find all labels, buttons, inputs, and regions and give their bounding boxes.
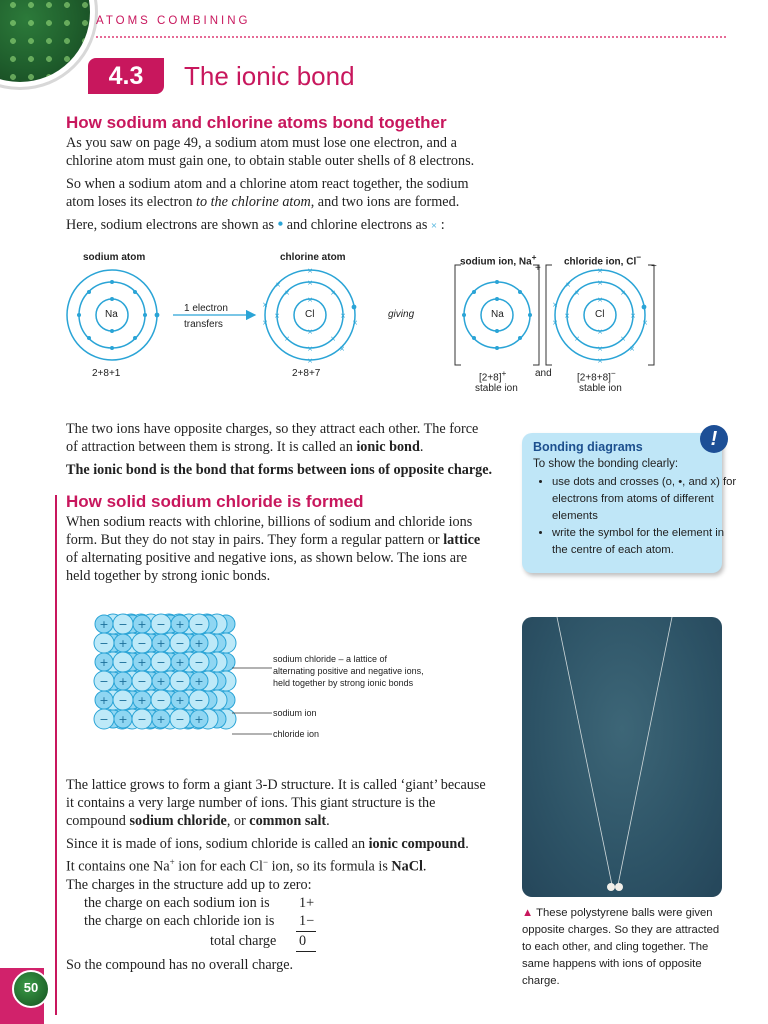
lattice-annotation: sodium chloride – a lattice of alternating positive and negative ions, held together by strong ionic bonds xyxy=(273,654,424,688)
paragraph-line: held together by strong ionic bonds. xyxy=(66,568,271,584)
svg-text:×: × xyxy=(597,357,603,365)
charge-row-label: the charge on each chloride ion is xyxy=(84,913,275,929)
heading-solid-sodium-chloride: How solid sodium chloride is formed xyxy=(66,492,364,511)
paragraph-line: So the compound has no overall charge. xyxy=(66,957,294,973)
paragraph-line: When sodium reacts with chlorine, billions of sodium and chloride ions xyxy=(66,514,473,530)
minus-sign: − xyxy=(156,656,166,669)
plus-sign: + xyxy=(175,694,185,707)
svg-text:×: × xyxy=(262,301,268,309)
svg-text:×: × xyxy=(564,312,570,320)
plus-sign: + xyxy=(194,675,204,688)
plus-sign: + xyxy=(156,675,166,688)
svg-text:×: × xyxy=(339,345,345,353)
sodium-ion-callout: sodium ion xyxy=(273,708,317,718)
paragraph-line: So when a sodium atom and a chlorine atom react together, the sodium xyxy=(66,176,469,192)
minus-sign: − xyxy=(156,694,166,707)
stable-ion-label: stable ion xyxy=(475,383,518,394)
svg-text:×: × xyxy=(620,335,626,343)
svg-text:×: × xyxy=(597,279,603,287)
plus-sign: + xyxy=(194,713,204,726)
chapter-decor-image xyxy=(0,0,90,82)
svg-text:×: × xyxy=(307,328,313,336)
chlorine-electron-cross-icon: × xyxy=(430,220,438,232)
header-dotted-rule xyxy=(96,36,726,38)
svg-text:×: × xyxy=(552,301,558,309)
svg-text:×: × xyxy=(629,345,635,353)
plus-sign: + xyxy=(137,618,147,631)
plus-sign: + xyxy=(175,656,185,669)
minus-sign: − xyxy=(156,618,166,631)
chloride-ion-callout: chloride ion xyxy=(273,729,320,739)
svg-text:×: × xyxy=(307,345,313,353)
paragraph-line: compound sodium chloride, or common salt. xyxy=(66,813,330,829)
svg-text:×: × xyxy=(340,312,346,320)
plus-sign: + xyxy=(118,637,128,650)
chlorine-configuration: 2+8+7 xyxy=(292,368,321,379)
svg-text:×: × xyxy=(330,335,336,343)
minus-sign: − xyxy=(137,637,147,650)
exclamation-icon: ! xyxy=(700,425,728,453)
svg-text:×: × xyxy=(574,335,580,343)
svg-text:×: × xyxy=(620,289,626,297)
minus-sign: − xyxy=(99,637,109,650)
transfer-label: 1 electron xyxy=(184,303,228,314)
chloride-ion-configuration: [2+8+8]− xyxy=(577,368,616,384)
polystyrene-balls-photo xyxy=(522,617,722,897)
paragraph-line: As you saw on page 49, a sodium atom must lose one electron, and a xyxy=(66,135,457,151)
svg-text:×: × xyxy=(284,335,290,343)
paragraph-line: The lattice grows to form a giant 3-D structure. It is called ‘giant’ because xyxy=(66,777,486,793)
paragraph-line: It contains one Na+ ion for each Cl− ion, so its formula is NaCl. xyxy=(66,857,427,875)
plus-sign: + xyxy=(137,694,147,707)
svg-text:×: × xyxy=(597,267,603,275)
minus-sign: − xyxy=(194,656,204,669)
charge-row-value: 1+ xyxy=(299,895,315,911)
svg-text:×: × xyxy=(262,319,268,327)
cl-symbol: Cl xyxy=(305,309,315,320)
section-label: ATOMS COMBINING xyxy=(96,15,251,27)
minus-sign: − xyxy=(118,694,128,707)
plus-sign: + xyxy=(137,656,147,669)
paragraph-line: atom loses its electron to the chlorine atom, and two ions are formed. xyxy=(66,194,460,210)
heading-sodium-chlorine: How sodium and chlorine atoms bond together xyxy=(66,113,447,132)
sodium-ion-configuration: [2+8]+ xyxy=(479,368,507,384)
ionic-bond-definition: The ionic bond is the bond that forms between ions of opposite charge. xyxy=(66,462,493,478)
na-ion-symbol: Na xyxy=(491,309,504,320)
giving-label: giving xyxy=(388,309,415,320)
note-intro: To show the bonding clearly: xyxy=(533,458,679,470)
sodium-ion-label: sodium ion, Na+ xyxy=(460,252,537,268)
plus-sign: + xyxy=(118,713,128,726)
plus-sign: + xyxy=(99,618,109,631)
svg-text:×: × xyxy=(642,319,648,327)
bracket-charge-plus: + xyxy=(535,263,541,274)
minus-sign: − xyxy=(118,618,128,631)
minus-sign: − xyxy=(118,656,128,669)
minus-sign: − xyxy=(175,675,185,688)
paragraph-line: of alternating positive and negative ions, as shown below. The ions are xyxy=(66,550,468,566)
charge-row-label: total charge xyxy=(210,933,277,949)
svg-text:×: × xyxy=(274,312,280,320)
minus-sign: − xyxy=(99,675,109,688)
list-item: • write the symbol for the element in the centre of each atom. xyxy=(552,525,742,559)
margin-rule xyxy=(55,495,57,1015)
sum-rule xyxy=(296,951,316,952)
svg-text:×: × xyxy=(284,289,290,297)
plus-sign: + xyxy=(99,694,109,707)
svg-text:×: × xyxy=(597,328,603,336)
cl-ion-symbol: Cl xyxy=(595,309,605,320)
plus-sign: + xyxy=(175,618,185,631)
chloride-ion-label: chloride ion, Cl− xyxy=(564,252,642,268)
and-label: and xyxy=(535,368,552,379)
bracket-charge-minus: − xyxy=(651,261,657,272)
minus-sign: − xyxy=(137,713,147,726)
page-title: The ionic bond xyxy=(184,61,355,91)
svg-text:×: × xyxy=(330,289,336,297)
lattice-leader-lines xyxy=(232,648,276,748)
sodium-atom-label: sodium atom xyxy=(83,252,146,263)
svg-text:×: × xyxy=(552,319,558,327)
chlorine-atom-label: chlorine atom xyxy=(280,252,346,263)
note-list xyxy=(530,474,742,559)
plus-sign: + xyxy=(156,713,166,726)
minus-sign: − xyxy=(99,713,109,726)
svg-text:×: × xyxy=(275,281,281,289)
minus-sign: − xyxy=(175,637,185,650)
svg-text:×: × xyxy=(565,281,571,289)
svg-text:×: × xyxy=(307,267,313,275)
sodium-configuration: 2+8+1 xyxy=(92,368,121,379)
svg-text:×: × xyxy=(307,357,313,365)
paragraph-line: The two ions have opposite charges, so they attract each other. The force xyxy=(66,421,479,437)
svg-text:×: × xyxy=(597,296,603,304)
paragraph-line: Since it is made of ions, sodium chloride is called an ionic compound. xyxy=(66,836,469,852)
list-item: • use dots and crosses (o, •, and x) for electrons from atoms of different elements xyxy=(552,474,742,525)
paragraph-line: chlorine atom must gain one, to obtain stable outer shells of 8 electrons. xyxy=(66,153,475,169)
paragraph-line: form. But they do not stay in pairs. They form a regular pattern or lattice xyxy=(66,532,481,548)
paragraph-line: The charges in the structure add up to zero: xyxy=(66,877,312,893)
svg-text:×: × xyxy=(307,296,313,304)
svg-text:×: × xyxy=(307,279,313,287)
minus-sign: − xyxy=(194,694,204,707)
photo-caption: ▲ These polystyrene balls were given opposite charges. So they are attracted to each other, and cling together. The same happens with ions of opposite charge. xyxy=(522,907,720,987)
plus-sign: + xyxy=(99,656,109,669)
paragraph-line: it contains a very large number of ions. This giant structure is the xyxy=(66,795,436,811)
paragraph-line: of attraction between them is strong. It is called an ionic bond. xyxy=(66,439,424,455)
minus-sign: − xyxy=(137,675,147,688)
note-title: Bonding diagrams xyxy=(533,440,643,454)
transfer-label: transfers xyxy=(184,319,223,330)
page-number: 50 xyxy=(23,980,39,995)
minus-sign: − xyxy=(194,618,204,631)
charge-row-value: 0 xyxy=(299,933,307,949)
minus-sign: − xyxy=(175,713,185,726)
na-symbol: Na xyxy=(105,309,118,320)
charge-row-value: 1− xyxy=(299,913,315,929)
svg-text:×: × xyxy=(630,312,636,320)
paragraph-line: Here, sodium electrons are shown as • and chlorine electrons as × : xyxy=(66,216,445,233)
plus-sign: + xyxy=(156,637,166,650)
charge-row-label: the charge on each sodium ion is xyxy=(84,895,270,911)
svg-text:×: × xyxy=(597,345,603,353)
caption-triangle-icon: ▲ xyxy=(522,907,534,919)
stable-ion-label: stable ion xyxy=(579,383,622,394)
chapter-number: 4.3 xyxy=(88,58,164,94)
plus-sign: + xyxy=(194,637,204,650)
plus-sign: + xyxy=(118,675,128,688)
svg-text:×: × xyxy=(352,319,358,327)
sodium-electron-dot-icon: • xyxy=(277,216,284,233)
svg-text:×: × xyxy=(574,289,580,297)
